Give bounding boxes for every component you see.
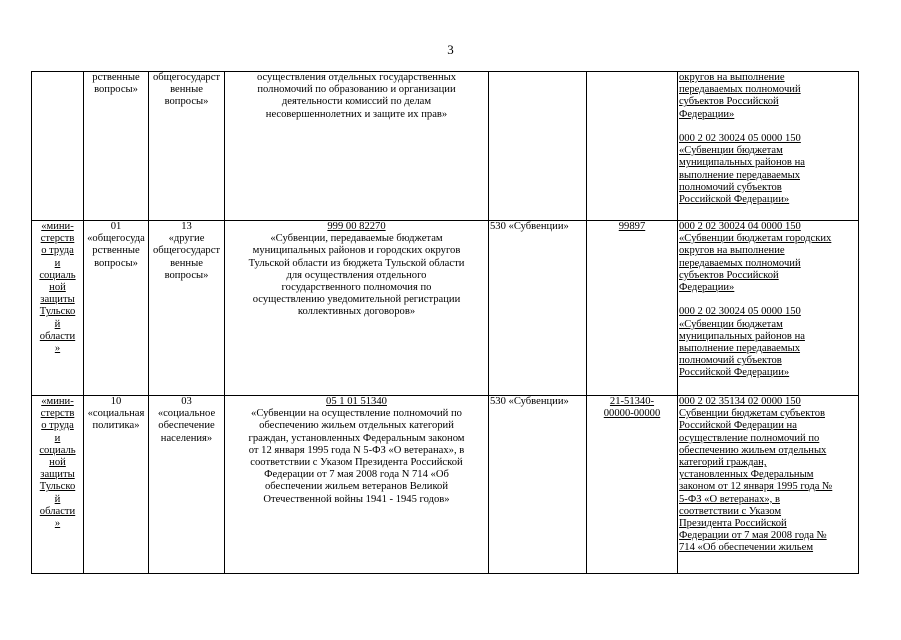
cell-line: ной (49, 457, 66, 469)
cell-line: субъектов Российской (679, 269, 779, 281)
cell-line: 10 (110, 396, 122, 407)
cell-line: «Субвенции бюджетам (679, 145, 783, 157)
cell-line: от 12 января 1995 года N 5-ФЗ «О ветеранах», в (248, 444, 465, 456)
cell-line: социаль (39, 444, 76, 456)
cell-line: вопросы» (164, 96, 209, 108)
cell-line: 000 2 02 30024 05 0000 150 (679, 306, 801, 318)
table-row (32, 72, 859, 221)
cell-line: соответствии с Указом (679, 505, 782, 517)
cell-line: «другие (168, 233, 205, 245)
cell-line: обеспечение (158, 420, 215, 432)
target-article-cell (225, 396, 489, 574)
cell-line: округов на выполнение (679, 245, 785, 257)
cell-line: «Субвенции бюджетам (679, 318, 783, 330)
cell-line: защиты (40, 469, 75, 481)
cell-line: выполнение передаваемых (679, 343, 801, 355)
cell-line: установленных Федеральным (679, 469, 814, 481)
table-row (32, 221, 859, 396)
cell-line: Тульско (39, 481, 76, 493)
cell-line: «Субвенции на осуществление полномочий по (251, 408, 462, 420)
cell-line: рственные (92, 245, 140, 257)
cell-line: деятельности комиссий по делам (281, 96, 432, 108)
ministry-cell (32, 221, 84, 396)
cell-line: » (54, 343, 61, 355)
cell-line: Федерации» (679, 108, 735, 120)
cell-line: передаваемых полномочий (679, 84, 801, 96)
cell-line: обеспечению жильем отдельных (679, 444, 827, 456)
cell-line: Российской Федерации на (679, 420, 797, 432)
cell-line: » (54, 518, 61, 530)
cell-line: несовершеннолетних и защите их прав» (265, 108, 448, 120)
cell-line: области (39, 330, 76, 342)
cell-line: Тульско (39, 306, 76, 318)
cell-line: й (54, 318, 61, 330)
page-number: 3 (447, 42, 454, 57)
cell-line: «Субвенции, передаваемые бюджетам (270, 233, 443, 245)
subsection-cell (149, 396, 225, 574)
revenue-code-cell (678, 221, 859, 396)
cell-line: населения» (160, 432, 213, 444)
revenue-code-cell (678, 396, 859, 574)
document-table (31, 71, 859, 574)
cell-line: коллективных договоров» (297, 306, 416, 318)
cell-line: обеспечению жильем отдельных категорий (259, 420, 454, 432)
cell-line: осуществления отдельных государственных (256, 72, 457, 83)
cell-line: передаваемых полномочий (679, 257, 801, 269)
cell-line: общегосударст (152, 245, 221, 257)
cell-line: субъектов Российской (679, 96, 779, 108)
cell-line: вопросы» (94, 257, 138, 269)
cell-line: защиты (40, 294, 75, 306)
target-article-cell (225, 72, 489, 221)
cell-line: 000 2 02 30024 04 0000 150 (679, 221, 801, 232)
cell-line: осуществление полномочий по (679, 432, 820, 444)
cell-line: 01 (110, 221, 122, 232)
cell-line: «социальная (87, 408, 145, 420)
cell-line: выполнение передаваемых (679, 169, 801, 181)
cell-line: и (54, 257, 61, 269)
target-code: 05 1 01 51340 (326, 396, 387, 407)
cell-line: полномочий субъектов (679, 181, 782, 193)
subsection-cell (149, 72, 225, 221)
cell-line: Отечественной войны 1941 - 1945 годов» (263, 493, 450, 505)
cell-line: Федерации» (679, 282, 735, 294)
cell-line: «общегосуда (87, 233, 145, 245)
cell-line: о труда (41, 245, 74, 257)
ministry-cell (32, 396, 84, 574)
expense-type: 530 «Субвенции» (490, 396, 569, 407)
cell-line: обеспечении жильем ветеранов Великой (264, 481, 449, 493)
code-cell (587, 221, 678, 396)
cell-line: муниципальных районов и городских округов (252, 245, 461, 257)
cell-line: Российской Федерации» (679, 367, 790, 379)
cell-line: социаль (39, 269, 76, 281)
cell-line: граждан, установленных Федеральным законом (248, 432, 465, 444)
cell-line: полномочий субъектов (679, 355, 782, 367)
cell-line: рственные (92, 72, 140, 83)
cell-line: ной (49, 282, 66, 294)
cell-line: полномочий по образованию и организации (257, 84, 456, 96)
cell-line: соответствии с Указом Президента Российской (250, 457, 463, 469)
section-cell (84, 72, 149, 221)
table-row (32, 396, 859, 574)
expense-type-cell (489, 221, 587, 396)
cell-line: государственного полномочия по (281, 282, 432, 294)
cell-line: стерств (40, 408, 75, 420)
cell-line: Субвенции бюджетам субъектов (679, 408, 825, 420)
code-cell (587, 72, 678, 221)
cell-line: венные (170, 84, 203, 96)
cell-line: муниципальных районов на (679, 330, 805, 342)
cell-line: «мини- (41, 221, 74, 232)
cell-line: вопросы» (164, 269, 209, 281)
cell-line: 714 «Об обеспечении жильем (679, 542, 814, 554)
cell-line: «социальное (157, 408, 216, 420)
block-gap (679, 121, 857, 133)
cell-line: политика» (92, 420, 140, 432)
cell-line: 13 (181, 221, 192, 232)
cell-line: 03 (181, 396, 192, 407)
cell-line: осуществлению уведомительной регистрации (252, 294, 461, 306)
cell-line: муниципальных районов на (679, 157, 805, 169)
cell-line: законом от 12 января 1995 года № (679, 481, 833, 493)
cell-line: округов на выполнение (679, 72, 785, 83)
cell-line: категорий граждан, (679, 457, 767, 469)
cell-line: области (39, 505, 76, 517)
expense-type-cell (489, 396, 587, 574)
cell-line: о труда (41, 420, 74, 432)
cell-line: «мини- (41, 396, 74, 407)
cell-line: 5-ФЗ «О ветеранах», в (679, 493, 780, 505)
expense-type: 530 «Субвенции» (490, 221, 569, 232)
budget-code: 99897 (618, 221, 646, 232)
target-code: 999 00 82270 (327, 221, 386, 232)
cell-line: 000 2 02 35134 02 0000 150 (679, 396, 801, 407)
cell-line: й (54, 493, 61, 505)
cell-line: Президента Российской (679, 518, 787, 530)
cell-line: Федерации от 7 мая 2008 года № (679, 530, 827, 542)
expense-type-cell (489, 72, 587, 221)
block-gap (679, 294, 857, 306)
revenue-code-cell (678, 72, 859, 221)
code-cell (587, 396, 678, 574)
cell-line: Федерации от 7 мая 2008 года N 714 «Об (264, 469, 449, 481)
cell-line: стерств (40, 233, 75, 245)
section-cell (84, 396, 149, 574)
cell-line: 000 2 02 30024 05 0000 150 (679, 133, 801, 144)
cell-line: общегосударст (152, 72, 221, 83)
target-article-cell (225, 221, 489, 396)
section-cell (84, 221, 149, 396)
cell-line: венные (170, 257, 203, 269)
cell-line: для осуществления отдельного (286, 269, 427, 281)
ministry-cell (32, 72, 84, 221)
subsection-cell (149, 221, 225, 396)
cell-line: «Субвенции бюджетам городских (679, 233, 832, 245)
cell-line: вопросы» (94, 84, 138, 96)
cell-line: Российской Федерации» (679, 194, 790, 206)
cell-line: и (54, 432, 61, 444)
cell-line: Тульской области из бюджета Тульской области (248, 257, 465, 269)
budget-code: 21-51340- 00000-00000 (603, 396, 661, 420)
